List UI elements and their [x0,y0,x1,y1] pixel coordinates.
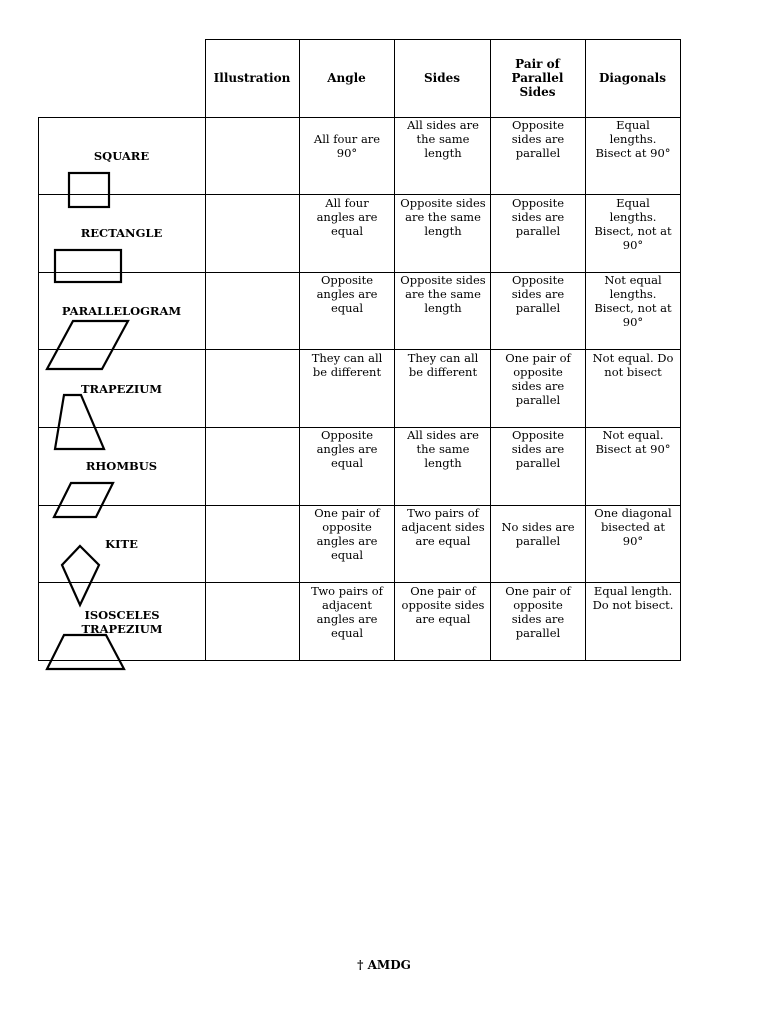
shape-name-rhombus: RHOMBUS [85,459,158,473]
kite-icon [61,545,101,607]
rhombus-parallel: Opposite sides are parallel [511,428,565,470]
rectangle-parallel: Opposite sides are parallel [511,196,565,238]
shape-name-square: SQUARE [93,149,150,163]
parallelogram-icon [46,320,130,370]
isosceles-trapezium-parallel: One pair of opposite sides are parallel [505,584,571,640]
header-illustration: Illustration [213,71,291,85]
kite-parallel: No sides are parallel [501,520,575,548]
square-angle: All four are 90° [313,132,381,160]
kite-diagonals: One diagonal bisected at 90° [594,506,672,548]
header-sides: Sides [423,71,460,85]
shape-name-trapezium: TRAPEZIUM [81,382,162,396]
rhombus-angle: Opposite angles are equal [316,428,378,470]
trapezium-parallel: One pair of opposite sides are parallel [505,351,571,407]
rectangle-angle: All four angles are equal [316,196,378,238]
rectangle-icon [54,249,122,283]
shape-name-isosceles-trapezium: ISOSCELES TRAPEZIUM [81,608,163,636]
header-angle: Angle [327,71,366,85]
trapezium-angle: They can all be different [311,351,383,379]
parallelogram-angle: Opposite angles are equal [316,273,378,315]
parallelogram-diagonals: Not equal lengths. Bisect, not at 90° [594,273,672,329]
parallelogram-sides: Opposite sides are the same length [400,273,486,315]
parallelogram-parallel: Opposite sides are parallel [511,273,565,315]
isosceles-trapezium-angle: Two pairs of adjacent angles are equal [311,584,383,640]
footer-text: † AMDG [357,958,411,972]
kite-angle: One pair of opposite angles are equal [314,506,380,562]
rhombus-sides: All sides are the same length [407,428,479,470]
square-sides: All sides are the same length [407,118,479,160]
rhombus-diagonals: Not equal. Bisect at 90° [595,428,671,456]
square-icon [68,172,110,208]
trapezium-sides: They can all be different [407,351,479,379]
shape-name-rectangle: RECTANGLE [80,226,163,240]
shape-name-kite: KITE [105,537,138,551]
kite-sides: Two pairs of adjacent sides are equal [401,506,485,548]
isosceles-trapezium-diagonals: Equal length. Do not bisect. [592,584,674,612]
header-diagonals: Diagonals [599,71,666,85]
trapezium-diagonals: Not equal. Do not bisect [592,351,674,379]
rectangle-sides: Opposite sides are the same length [400,196,486,238]
header-parallel: Pair of Parallel Sides [511,57,564,99]
rhombus-icon [53,482,115,518]
trapezium-icon [54,394,106,450]
square-diagonals: Equal lengths. Bisect at 90° [595,118,671,160]
square-parallel: Opposite sides are parallel [511,118,565,160]
rectangle-diagonals: Equal lengths. Bisect, not at 90° [594,196,672,252]
isosceles-trapezium-sides: One pair of opposite sides are equal [401,584,485,626]
shape-name-parallelogram: PARALLELOGRAM [61,304,182,318]
isosceles-trapezium-icon [46,634,126,670]
